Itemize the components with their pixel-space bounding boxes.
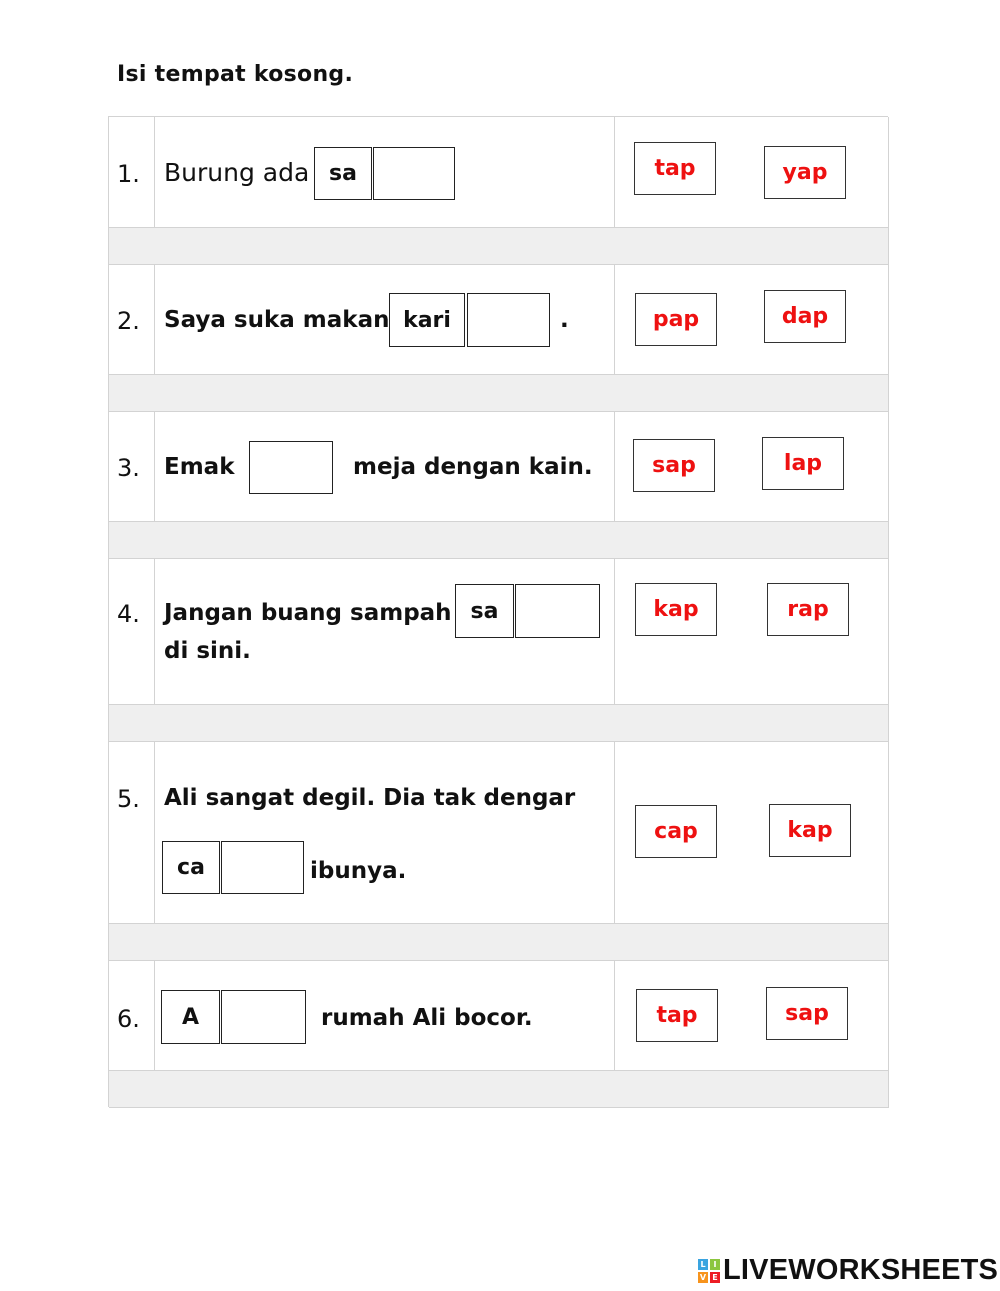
option-tap[interactable]: tap [636, 989, 718, 1042]
question-row-6 [109, 961, 889, 1071]
question-row-2 [109, 265, 889, 375]
question-text: Burung ada [164, 158, 310, 187]
option-tap[interactable]: tap [634, 142, 716, 195]
logo-letter: I [710, 1259, 720, 1270]
logo-letter: V [699, 1272, 707, 1282]
logo-letter: L [698, 1259, 708, 1270]
logo-mark-icon [698, 1259, 720, 1283]
row-separator [109, 228, 889, 265]
option-sap[interactable]: sap [766, 987, 848, 1040]
question-number: 1. [117, 160, 140, 188]
answer-drop-box[interactable] [221, 990, 306, 1044]
question-number: 4. [117, 600, 140, 628]
option-yap[interactable]: yap [764, 146, 846, 199]
row-separator [109, 1071, 889, 1108]
prefix-box: sa [314, 147, 372, 200]
answer-drop-box[interactable] [467, 293, 550, 347]
answer-drop-box[interactable] [249, 441, 333, 494]
row-separator [109, 522, 889, 559]
answer-drop-box[interactable] [221, 841, 304, 894]
option-sap[interactable]: sap [633, 439, 715, 492]
question-text-line2: di sini. [164, 638, 251, 664]
worksheet-table [108, 116, 888, 1107]
row-separator [109, 924, 889, 961]
question-text-after: rumah Ali bocor. [321, 1005, 533, 1031]
logo-letter: E [710, 1272, 720, 1283]
question-row-4 [109, 559, 889, 705]
answer-drop-box[interactable] [515, 584, 600, 638]
question-number: 5. [117, 785, 140, 813]
option-cap[interactable]: cap [635, 805, 717, 858]
prefix-box: ca [162, 841, 220, 894]
option-kap[interactable]: kap [635, 583, 717, 636]
question-text: Saya suka makan [164, 307, 390, 333]
option-rap[interactable]: rap [767, 583, 849, 636]
question-text: Jangan buang sampah [164, 600, 452, 626]
prefix-box: sa [455, 584, 514, 638]
option-kap[interactable]: kap [769, 804, 851, 857]
answer-drop-box[interactable] [373, 147, 455, 200]
question-row-3 [109, 412, 889, 522]
liveworksheets-logo [698, 1254, 998, 1287]
prefix-box: kari [389, 293, 465, 347]
question-number: 3. [117, 454, 140, 482]
question-text: Emak [164, 454, 235, 480]
row-separator [109, 705, 889, 742]
option-lap[interactable]: lap [762, 437, 844, 490]
question-row-5 [109, 742, 889, 924]
question-text-after: ibunya. [310, 858, 407, 884]
question-number: 6. [117, 1005, 140, 1033]
brand-name: LIVEWORKSHEETS [723, 1254, 999, 1286]
instruction-title: Isi tempat kosong. [117, 62, 354, 87]
sentence-end: . [560, 307, 569, 333]
row-separator [109, 375, 889, 412]
question-text: Ali sangat degil. Dia tak dengar [164, 785, 576, 811]
question-row-1 [109, 117, 889, 228]
question-number: 2. [117, 307, 140, 335]
option-pap[interactable]: pap [635, 293, 717, 346]
question-text-after: meja dengan kain. [353, 454, 593, 480]
prefix-box: A [161, 990, 220, 1044]
option-dap[interactable]: dap [764, 290, 846, 343]
